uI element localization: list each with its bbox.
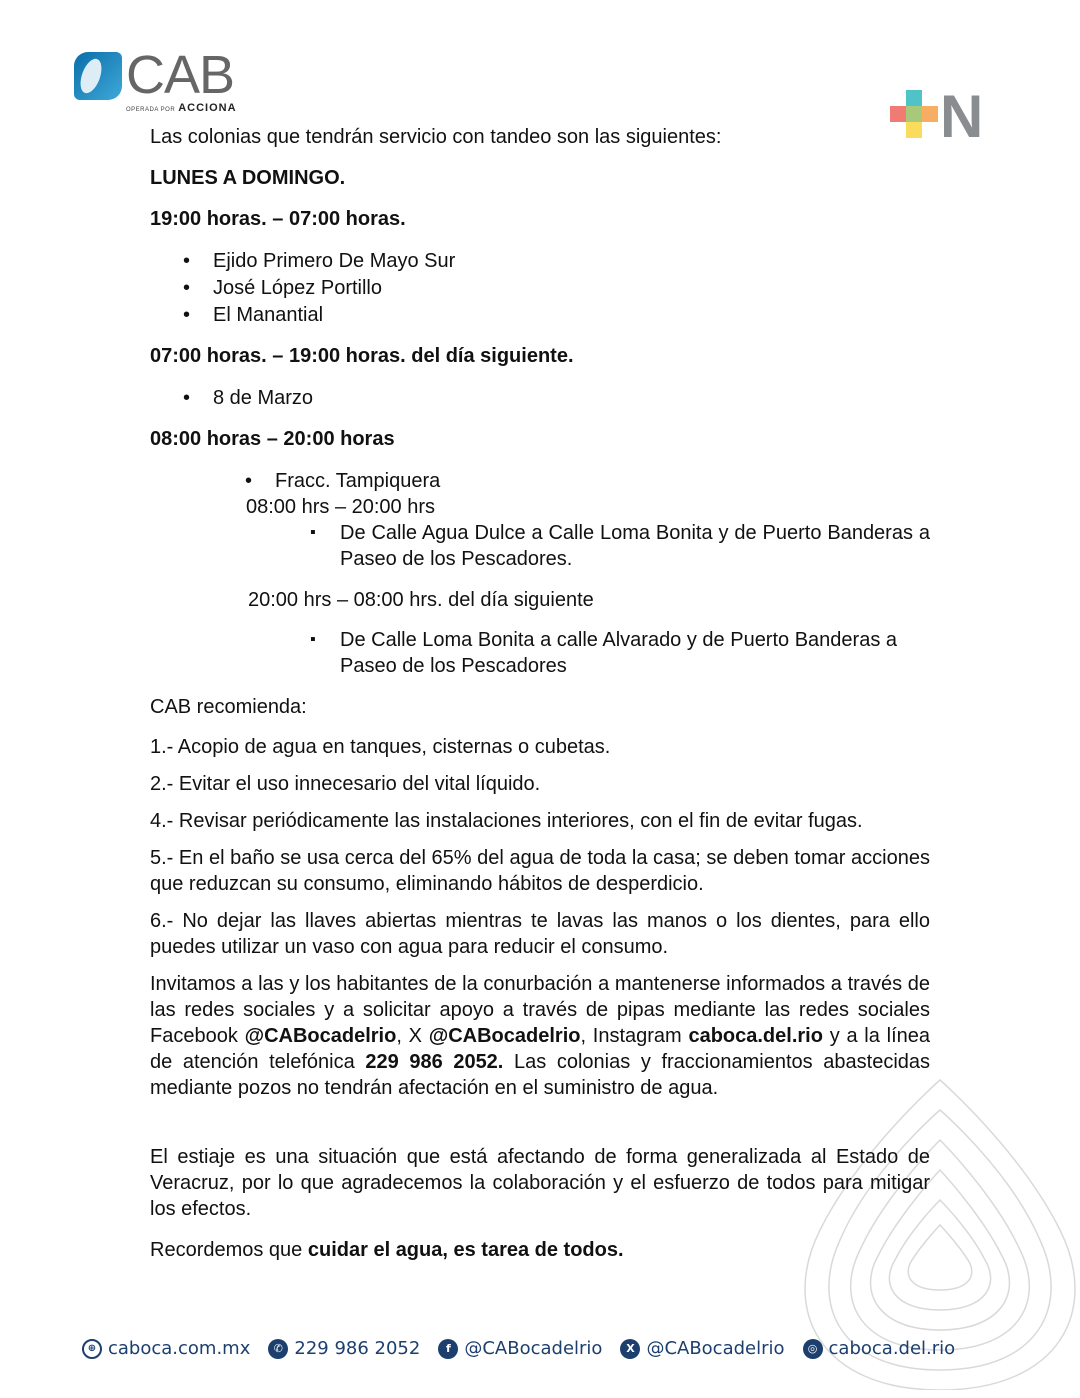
closing-paragraph bbox=[150, 1237, 624, 1263]
phone-icon: ✆ bbox=[268, 1339, 288, 1359]
plus-cell-icon bbox=[906, 106, 922, 122]
list-item: • Ejido Primero De Mayo Sur bbox=[213, 248, 455, 274]
recommend-heading: CAB recomienda: bbox=[150, 696, 307, 718]
list-item: • José López Portillo bbox=[213, 275, 382, 301]
plus-cell-icon bbox=[906, 122, 922, 138]
list-item: ▪ De Calle Agua Dulce a Calle Loma Bonita y de Puerto Banderas a Paseo de los Pescadores. bbox=[340, 520, 930, 572]
recommendation: 4.- Revisar periódicamente las instalaciones interiores, con el fin de evitar fugas. bbox=[150, 810, 863, 832]
list-item: • El Manantial bbox=[213, 302, 323, 328]
days-heading: LUNES A DOMINGO. bbox=[150, 167, 346, 189]
closing-bold: cuidar el agua, es tarea de todos. bbox=[307, 1239, 624, 1261]
footer-contacts bbox=[82, 1338, 967, 1359]
invite-text: , Instagram bbox=[580, 1025, 689, 1047]
recommendation: 6.- No dejar las llaves abiertas mientras te lavas las manos o los dientes, para ello puedes utilizar un vaso con agua para reducir el consumo. bbox=[150, 910, 930, 958]
schedule-heading: 07:00 horas. – 19:00 horas. del día siguiente. bbox=[150, 345, 574, 367]
acciona-brand: ACCIONA bbox=[178, 102, 237, 114]
estiaje-paragraph: El estiaje es una situación que está afectando de forma generalizada al Estado de Veracruz, por lo que agradecemos la colaboración y el esfuerzo de todos para mitigar los efectos. bbox=[150, 1146, 930, 1220]
cab-logo bbox=[72, 45, 247, 116]
plus-cell-icon bbox=[906, 90, 922, 106]
list-item: • 8 de Marzo bbox=[213, 385, 313, 411]
list-item: • Fracc. Tampiquera bbox=[275, 468, 440, 494]
n-letter: N bbox=[940, 83, 984, 150]
closing-text: Recordemos que bbox=[150, 1239, 308, 1261]
recommendation: 5.- En el baño se usa cerca del 65% del agua de toda la casa; se deben tomar acciones que reduzcan su consumo, eliminando hábitos de desperdicio. bbox=[150, 847, 930, 895]
intro-text: Las colonias que tendrán servicio con tandeo son las siguientes: bbox=[150, 126, 722, 148]
cab-logo-text: CAB bbox=[126, 45, 235, 105]
footer-instagram[interactable]: caboca.del.rio bbox=[828, 1338, 956, 1359]
list-item: ▪ De Calle Loma Bonita a calle Alvarado y de Puerto Banderas a Paseo de los Pescadores bbox=[340, 627, 930, 679]
facebook-handle: @CABocadelrio bbox=[244, 1025, 397, 1047]
plus-cell-icon bbox=[922, 106, 938, 122]
sub-schedule-time: 20:00 hrs – 08:00 hrs. del día siguiente bbox=[248, 589, 594, 611]
footer-phone[interactable]: 229 986 2052 bbox=[294, 1338, 421, 1359]
invite-paragraph bbox=[150, 971, 930, 1101]
schedule-heading: 19:00 horas. – 07:00 horas. bbox=[150, 208, 406, 230]
mas-n-logo bbox=[890, 83, 990, 150]
invite-text: y a la línea de atención telefónica bbox=[150, 1025, 930, 1073]
operada-por: OPERADA POR bbox=[126, 107, 176, 113]
facebook-icon: f bbox=[438, 1339, 458, 1359]
sub-schedule-time: 08:00 hrs – 20:00 hrs bbox=[246, 496, 436, 518]
water-drop-icon bbox=[74, 52, 122, 100]
cab-logo-subtitle bbox=[126, 102, 237, 114]
footer-facebook[interactable]: @CABocadelrio bbox=[464, 1338, 603, 1359]
instagram-icon: ◎ bbox=[803, 1339, 823, 1359]
footer-website[interactable]: caboca.com.mx bbox=[108, 1338, 251, 1359]
recommendation: 1.- Acopio de agua en tanques, cisternas o cubetas. bbox=[150, 736, 611, 758]
instagram-handle: caboca.del.rio bbox=[688, 1025, 823, 1047]
schedule-heading: 08:00 horas – 20:00 horas bbox=[150, 428, 395, 450]
x-handle: @CABocadelrio bbox=[428, 1025, 581, 1047]
invite-text: , X bbox=[396, 1025, 429, 1047]
invite-text: Las colonias y fraccionamientos abastecidas mediante pozos no tendrán afectación en el suministro de agua. bbox=[150, 1051, 931, 1099]
footer-x[interactable]: @CABocadelrio bbox=[646, 1338, 785, 1359]
invite-text: Invitamos a las y los habitantes de la conurbación a mantenerse informados a través de las redes sociales y a solicitar apoyo a través de pipas mediante las redes sociales Facebook bbox=[150, 973, 930, 1047]
x-icon: X bbox=[620, 1339, 640, 1359]
globe-icon: ⊕ bbox=[82, 1339, 102, 1359]
phone-number: 229 986 2052. bbox=[365, 1051, 504, 1073]
recommendation: 2.- Evitar el uso innecesario del vital líquido. bbox=[150, 773, 541, 795]
plus-cell-icon bbox=[890, 106, 906, 122]
